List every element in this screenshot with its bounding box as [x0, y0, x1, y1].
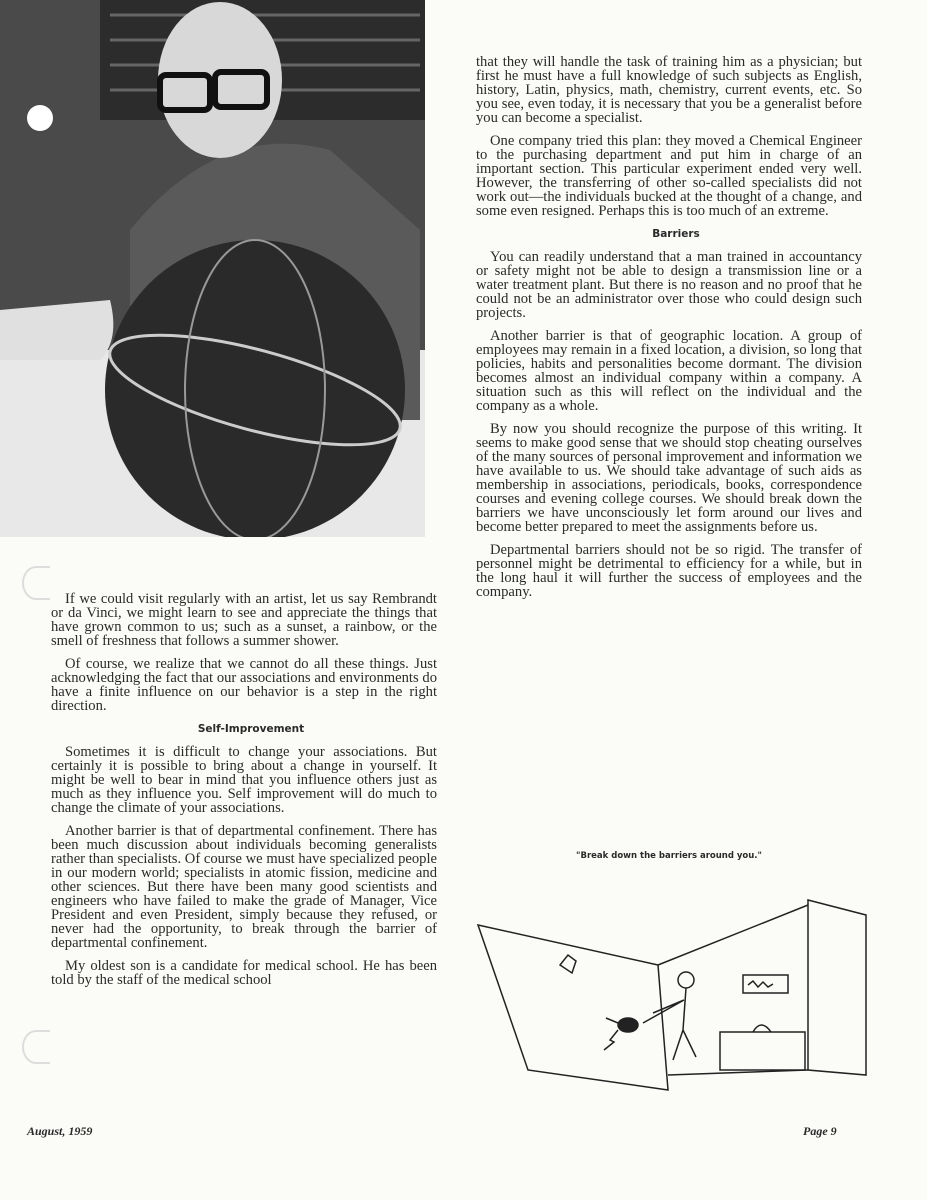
- illustration-breaking-wall: [468, 895, 868, 1095]
- footer-date: August, 1959: [27, 1124, 93, 1138]
- paragraph: that they will handle the task of training him as a physician; but first he must have a full knowledge of such subjects as English, history, Latin, physics, math, chemistry, current events, etc. So you see, even today, it is necessary that you be a generalist before you can become a specialist.: [476, 54, 862, 126]
- paragraph: My oldest son is a candidate for medical school. He has been told by the staff of the medical school: [51, 958, 437, 988]
- binder-hole: [22, 566, 50, 600]
- illustration-caption: "Break down the barriers around you.": [576, 851, 762, 861]
- paragraph: If we could visit regularly with an artist, let us say Rembrandt or da Vinci, we might learn to see and appreciate the things that have grown common to us; such as a sunset, a rainbow, or the smell of freshness that follows a summer shower.: [51, 591, 437, 649]
- paragraph: Departmental barriers should not be so rigid. The transfer of personnel might be detrimental to efficiency for a while, but in the long haul it will further the success of employees and the company.: [476, 542, 862, 600]
- right-column: [476, 55, 862, 608]
- paragraph: By now you should recognize the purpose of this writing. It seems to make good sense that we should stop cheating ourselves of the many sources of personal improvement and information we have available to us. We should take advantage of such aids as membership in associations, periodicals, books, correspondence courses and evening college courses. We should break down the barriers we have unconsciously let form around our lives and become better prepared to meet the assignments before us.: [476, 421, 862, 535]
- paragraph: One company tried this plan: they moved a Chemical Engineer to the purchasing department and put him in charge of an important section. This particular experiment ended very well. However, the transferring of other so-called specialists did not work out—the individuals bucked at the thought of a change, and some even resigned. Perhaps this is too much of an extreme.: [476, 133, 862, 219]
- paragraph: Sometimes it is difficult to change your associations. But certainly it is possible to bring about a change in yourself. It might be well to bear in mind that you influence others just as much as they influence you. Self improvement will do much to change the climate of your associations.: [51, 744, 437, 816]
- photo-man-with-globe: [0, 0, 425, 537]
- paragraph: Of course, we realize that we cannot do all these things. Just acknowledging the fact that our associations and environments do have a finite influence on our behavior is a step in the right direction.: [51, 656, 437, 714]
- section-heading-barriers: Barriers: [652, 228, 700, 240]
- binder-hole: [22, 1030, 50, 1064]
- paragraph: Another barrier is that of departmental confinement. There has been much discussion about individuals becoming generalists rather than specialists. Of course we must have specialized people in our modern world; specialists in atomic fission, medicine and other sciences. But there have been many good scientists and engineers who have failed to make the grade of Manager, Vice President and even President, simply because they refused, or never had the opportunity, to break through the barrier of departmental confinement.: [51, 823, 437, 951]
- paragraph: Another barrier is that of geographic location. A group of employees may remain in a fixed location, a division, so long that policies, habits and personalities become dormant. The division becomes almost an individual company within a company. A situation such as this will reflect on the individual and the company as a whole.: [476, 328, 862, 414]
- left-column: [51, 592, 437, 996]
- section-heading-self-improvement: Self-Improvement: [197, 723, 305, 735]
- footer-page-number: Page 9: [803, 1124, 837, 1138]
- paragraph: You can readily understand that a man trained in accountancy or safety might not be able to design a transmission line or a water treatment plant. But there is no reason and no proof that he could not be an administrator over those who could design such projects.: [476, 249, 862, 321]
